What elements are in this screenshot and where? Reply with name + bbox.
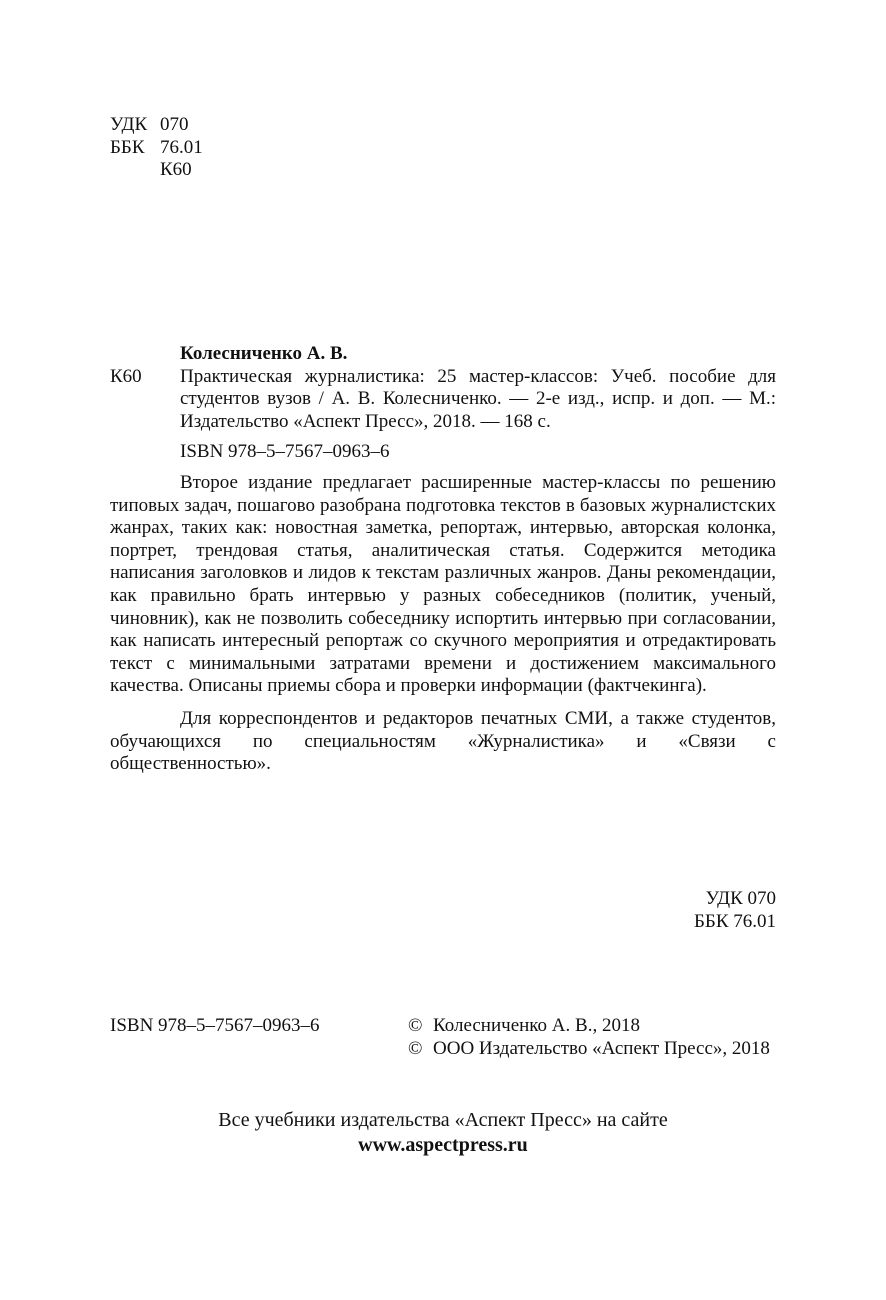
catalog-card — [110, 343, 776, 776]
publisher-footer — [110, 1108, 776, 1158]
copyright-publisher-text: ООО Издательство «Аспект Пресс», 2018 — [433, 1037, 770, 1059]
footer-notice: Все учебники издательства «Аспект Пресс» на сайте — [218, 1109, 668, 1131]
bibliographic-description: Практическая журналистика: 25 мастер-классов: Учеб. пособие для студентов вузов / А. В. Колесниченко. — 2-е изд., испр. и доп. — М.: Издательство «Аспект Пресс», 2018. — 168 с. — [180, 365, 776, 432]
udk-row — [110, 114, 310, 137]
bbk-value: 76.01 — [160, 136, 203, 158]
card-entry — [110, 366, 776, 434]
bbk-code: ББК 76.01 — [694, 910, 776, 932]
classification-codes-bottom — [600, 888, 776, 933]
udk-label: УДК — [110, 114, 148, 135]
cutter-row — [110, 159, 310, 182]
classification-codes-top — [110, 114, 310, 182]
isbn: ISBN 978–5–7567–0963–6 — [110, 1015, 320, 1036]
card-author: Колесниченко А. В. — [180, 343, 348, 364]
publisher-website-link[interactable]: www.aspectpress.ru — [358, 1134, 528, 1156]
udk-value: 070 — [160, 114, 189, 135]
card-isbn: ISBN 978–5–7567–0963–6 — [180, 441, 390, 463]
copyright-notices — [408, 1015, 788, 1060]
copyright-author-text: Колесниченко А. В., 2018 — [433, 1015, 640, 1036]
annotation-paragraph-1: Второе издание предлагает расширенные мастер-классы по решению типовых задач, пошагово разобрана подготовка текстов в базовых журналистских жанрах, таких как: новостная заметка, репортаж, интервью, авторская колонка, портрет, трендовая статья, аналитическая статья. Содержится методика написания заголовков и лидов к текстам различных жанров. Даны рекомендации, как правильно брать интервью у разных собеседников (политик, ученый, чиновник), как не позволить собеседнику испортить интервью при согласовании, как написать интересный репортаж со скучного мероприятия и отредактировать текст с минимальными затратами времени и достижением максимального качества. Описаны приемы сбора и проверки информации (фактчекинга). — [110, 471, 776, 697]
cutter-code: К60 — [160, 159, 192, 181]
copyright-publisher — [408, 1038, 788, 1061]
bbk-label: ББК — [110, 136, 145, 158]
card-cutter: К60 — [110, 365, 142, 387]
copyright-symbol: © — [408, 1037, 423, 1059]
copyright-author — [408, 1015, 788, 1038]
udk-code: УДК 070 — [705, 888, 776, 909]
annotation-paragraph-2: Для корреспондентов и редакторов печатных СМИ, а также студентов, обучающихся по специальностям «Журналистика» и «Связи с общественностью». — [110, 707, 776, 775]
copyright-symbol: © — [408, 1015, 423, 1036]
bbk-row — [110, 137, 310, 160]
